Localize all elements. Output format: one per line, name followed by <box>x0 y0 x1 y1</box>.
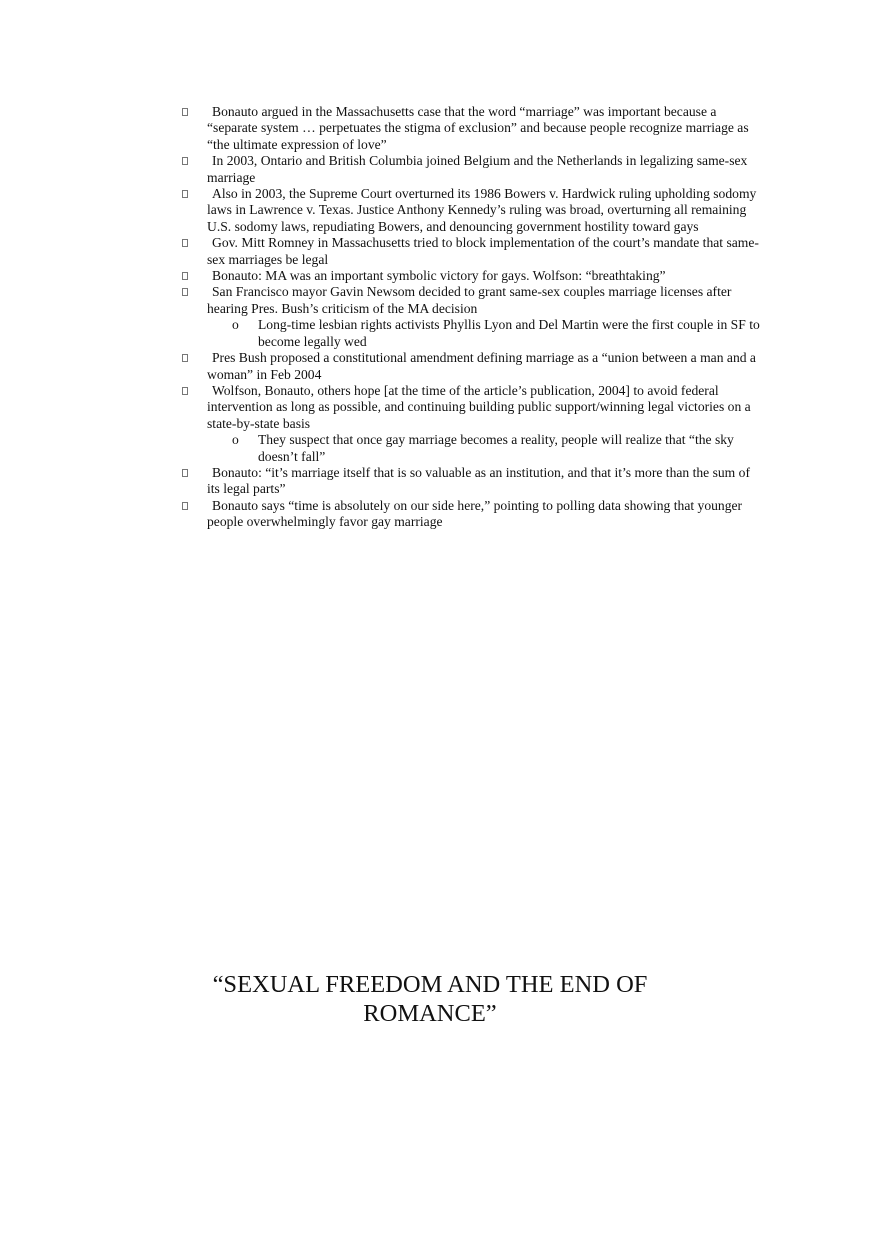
bullet-box-icon <box>182 502 188 510</box>
list-item <box>182 284 762 317</box>
list-item-text: In 2003, Ontario and British Columbia joined Belgium and the Netherlands in legalizing same-sex marriage <box>207 153 748 185</box>
list-item <box>182 465 762 498</box>
list-item-text: Pres Bush proposed a constitutional amendment defining marriage as a “union between a man and a woman” in Feb 2004 <box>207 350 756 382</box>
bullet-box-icon <box>182 190 188 198</box>
sub-list-item-text: They suspect that once gay marriage becomes a reality, people will realize that “the sky doesn’t fall” <box>258 432 734 464</box>
section-heading-line-1: “SEXUAL FREEDOM AND THE END OF <box>212 971 648 998</box>
list-item <box>182 235 762 268</box>
list-item <box>182 383 762 432</box>
bullet-box-icon <box>182 272 188 280</box>
bullet-box-icon <box>182 354 188 362</box>
list-item-text: Gov. Mitt Romney in Massachusetts tried to block implementation of the court’s mandate that same-sex marriages be legal <box>207 235 759 267</box>
list-item-text: Wolfson, Bonauto, others hope [at the time of the article’s publication, 2004] to avoid federal intervention as long as possible, and continuing building public support/winning legal victories on a state-by-state basis <box>207 382 751 431</box>
bullet-box-icon <box>182 157 188 165</box>
list-item-text: Bonauto argued in the Massachusetts case that the word “marriage” was important because a “separate system … perpetuates the stigma of exclusion” and because people recognize marriage as “the ultimate expression of love” <box>207 104 749 152</box>
bullet-list <box>182 104 762 531</box>
bullet-box-icon <box>182 288 188 296</box>
bullet-box-icon <box>182 239 188 247</box>
sub-bullet-marker: o <box>232 317 239 333</box>
list-item-text: Bonauto says “time is absolutely on our side here,” pointing to polling data showing that younger people overwhelmingly favor gay marriage <box>207 497 743 530</box>
list-item-text: Bonauto: “it’s marriage itself that is so valuable as an institution, and that it’s more than the sum of its legal parts” <box>207 464 750 497</box>
bullet-box-icon <box>182 108 188 116</box>
list-item <box>182 498 762 531</box>
list-item <box>182 153 762 186</box>
sub-list-item <box>182 432 762 465</box>
sub-list-item-text: Long-time lesbian rights activists Phyllis Lyon and Del Martin were the first couple in SF to become legally wed <box>258 317 760 349</box>
section-heading <box>140 970 720 1028</box>
list-item-text: Bonauto: MA was an important symbolic victory for gays. Wolfson: “breathtaking” <box>212 268 666 284</box>
sub-bullet-marker: o <box>232 432 239 448</box>
section-heading-line-2: ROMANCE” <box>363 1000 497 1027</box>
list-item <box>182 350 762 383</box>
list-item <box>182 186 762 235</box>
bullet-box-icon <box>182 387 188 395</box>
list-item <box>182 104 762 153</box>
list-item-text: San Francisco mayor Gavin Newsom decided to grant same-sex couples marriage licenses after hearing Pres. Bush’s criticism of the MA decision <box>207 284 732 316</box>
list-item-text: Also in 2003, the Supreme Court overturned its 1986 Bowers v. Hardwick ruling upholding sodomy laws in Lawrence v. Texas. Justice Anthony Kennedy’s ruling was broad, overturning all remaining U.S. sodomy laws, repudiating Bowers, and denouncing government hostility toward gays <box>207 186 757 234</box>
sub-list-item <box>182 317 762 350</box>
list-item <box>182 268 762 284</box>
bullet-box-icon <box>182 469 188 477</box>
